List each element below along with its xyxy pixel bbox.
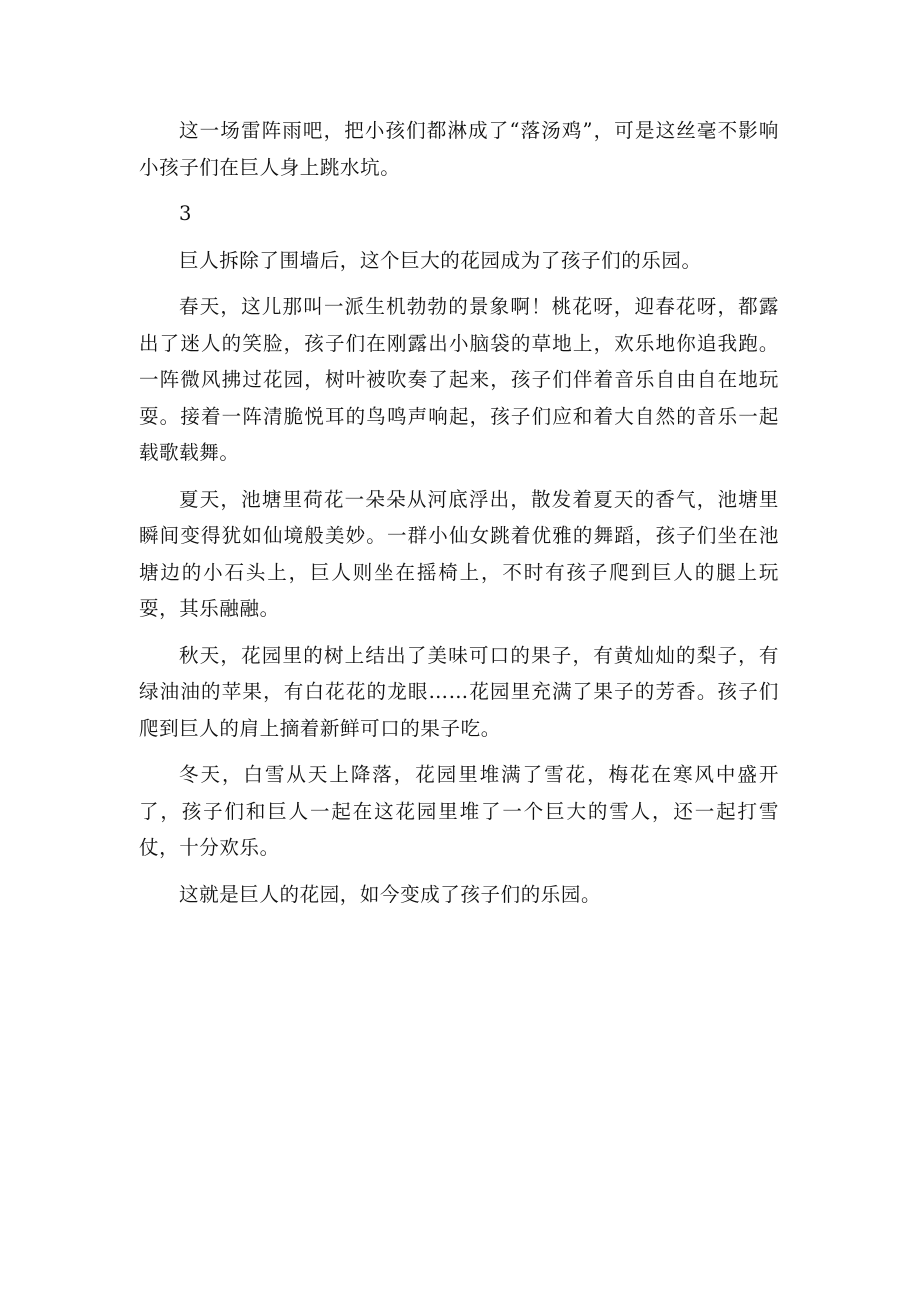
paragraph-conclusion: 这就是巨人的花园，如今变成了孩子们的乐园。 xyxy=(179,882,602,906)
paragraph-spring: 春天，这儿那叫一派生机勃勃的景象啊！桃花呀，迎春花呀，都露出了迷人的笑脸，孩子们在刚露出小脑袋的草地上，欢乐地你追我跑。一阵微风拂过花园，树叶被吹奏了起来，孩子们伴着音乐自由自在地玩耍。接着一阵清脆悦耳的鸟鸣声响起，孩子们应和着大自然的音乐一起载歌载舞。 xyxy=(139,295,779,464)
paragraph-rain: 这一场雷阵雨吧，把小孩们都淋成了“落汤鸡”，可是这丝毫不影响小孩子们在巨人身上跳水坑。 xyxy=(139,119,779,179)
paragraph-winter: 冬天，白雪从天上降落，花园里堆满了雪花，梅花在寒风中盛开了，孩子们和巨人一起在这花园里堆了一个巨大的雪人，还一起打雪仗，十分欢乐。 xyxy=(139,763,779,859)
section-number: 3 xyxy=(179,202,193,225)
paragraph-intro: 巨人拆除了围墙后，这个巨大的花园成为了孩子们的乐园。 xyxy=(179,248,702,272)
paragraph-summer: 夏天，池塘里荷花一朵朵从河底浮出，散发着夏天的香气，池塘里瞬间变得犹如仙境般美妙。一群小仙女跳着优雅的舞蹈，孩子们坐在池塘边的小石头上，巨人则坐在摇椅上，不时有孩子爬到巨人的腿上玩耍，其乐融融。 xyxy=(139,487,779,620)
paragraph-autumn: 秋天，花园里的树上结出了美味可口的果子，有黄灿灿的梨子，有绿油油的苹果，有白花花的龙眼……花园里充满了果子的芳香。孩子们爬到巨人的肩上摘着新鲜可口的果子吃。 xyxy=(139,643,779,740)
document-body xyxy=(139,113,779,923)
